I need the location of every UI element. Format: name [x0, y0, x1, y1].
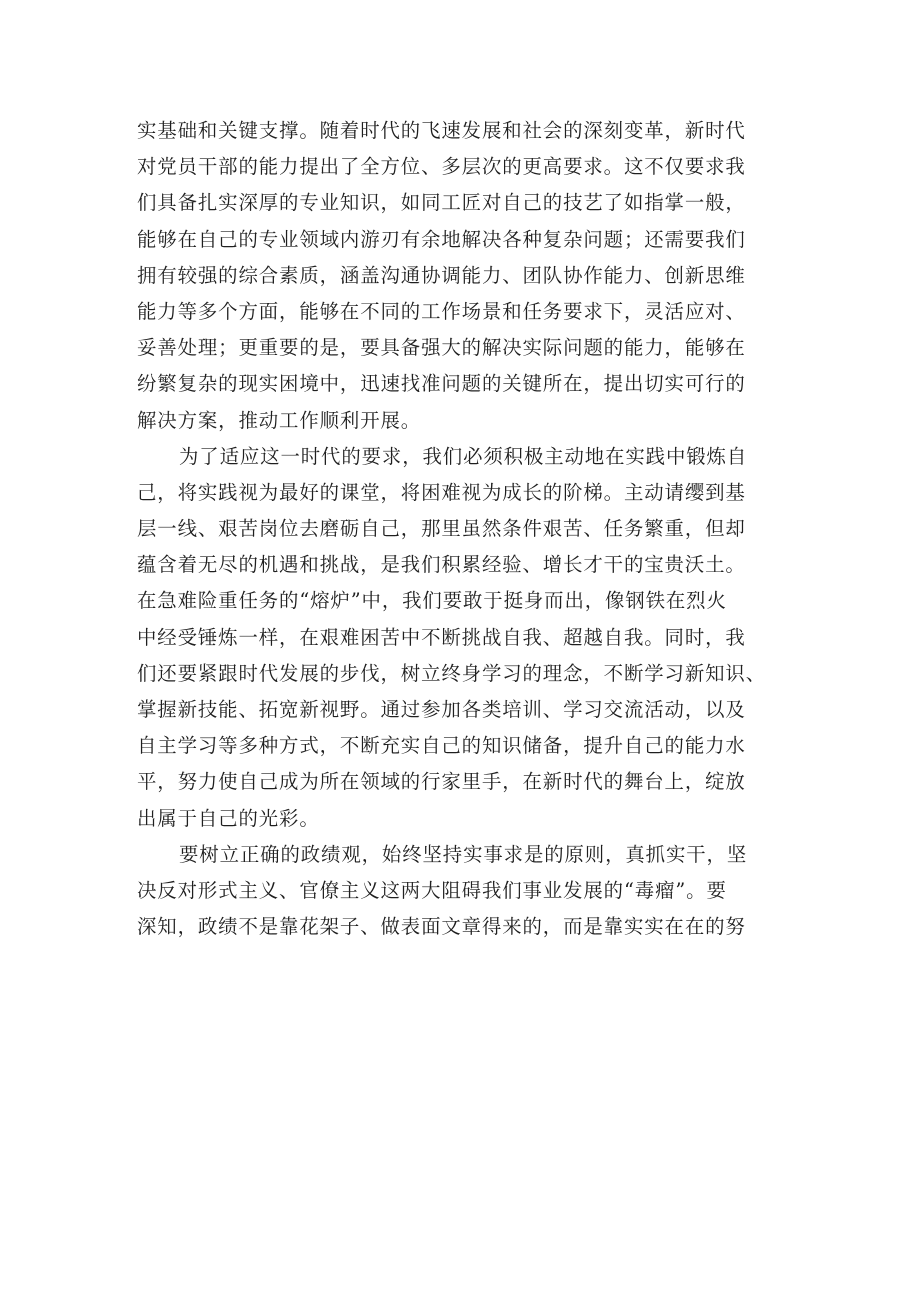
body-line: 平，努力使自己成为所在领域的行家里手，在新时代的舞台上，绽放: [137, 770, 746, 794]
body-line: 自主学习等多种方式，不断充实自己的知识储备，提升自己的能力水: [137, 734, 746, 758]
body-line: 出属于自己的光彩。: [137, 806, 320, 830]
body-line: 能够在自己的专业领域内游刃有余地解决各种复杂问题；还需要我们: [137, 227, 746, 251]
document-body: [137, 113, 797, 945]
body-line: 实基础和关键支撑。随着时代的飞速发展和社会的深刻变革，新时代: [137, 119, 746, 142]
body-line: 层一线、艰苦岗位去磨砺自己，那里虽然条件艰苦、任务繁重，但却: [137, 517, 746, 541]
body-line: 们还要紧跟时代发展的步伐，树立终身学习的理念，不断学习新知识、: [137, 661, 767, 685]
paragraph-first-line: 要树立正确的政绩观，始终坚持实事求是的原则，真抓实干，坚: [179, 842, 748, 866]
body-line: 蕴含着无尽的机遇和挑战，是我们积累经验、增长才干的宝贵沃土。: [137, 553, 746, 577]
body-line: 决反对形式主义、官僚主义这两大阻碍我们事业发展的“毒瘤”。要: [137, 878, 727, 902]
body-line: 在急难险重任务的“熔炉”中，我们要敢于挺身而出，像钢铁在烈火: [137, 589, 727, 613]
body-line: 己，将实践视为最好的课堂，将困难视为成长的阶梯。主动请缨到基: [137, 480, 746, 504]
body-line: 对党员干部的能力提出了全方位、多层次的更高要求。这不仅要求我: [137, 155, 746, 179]
body-line: 掌握新技能、拓宽新视野。通过参加各类培训、学习交流活动，以及: [137, 698, 746, 721]
body-line: 妥善处理；更重要的是，要具备强大的解决实际问题的能力，能够在: [137, 336, 746, 360]
body-line: 纷繁复杂的现实困境中，迅速找准问题的关键所在，提出切实可行的: [137, 372, 746, 396]
body-line: 拥有较强的综合素质，涵盖沟通协调能力、团队协作能力、创新思维: [137, 263, 746, 287]
body-line: 能力等多个方面，能够在不同的工作场景和任务要求下，灵活应对、: [137, 299, 746, 323]
body-line: 深知，政绩不是靠花架子、做表面文章得来的，而是靠实实在在的努: [137, 915, 746, 939]
body-line: 们具备扎实深厚的专业知识，如同工匠对自己的技艺了如指掌一般，: [137, 191, 746, 215]
paragraph-first-line: 为了适应这一时代的要求，我们必须积极主动地在实践中锻炼自: [179, 444, 748, 468]
body-line: 中经受锤炼一样，在艰难困苦中不断挑战自我、超越自我。同时，我: [137, 625, 746, 649]
body-line: 解决方案，推动工作顺利开展。: [137, 408, 422, 432]
